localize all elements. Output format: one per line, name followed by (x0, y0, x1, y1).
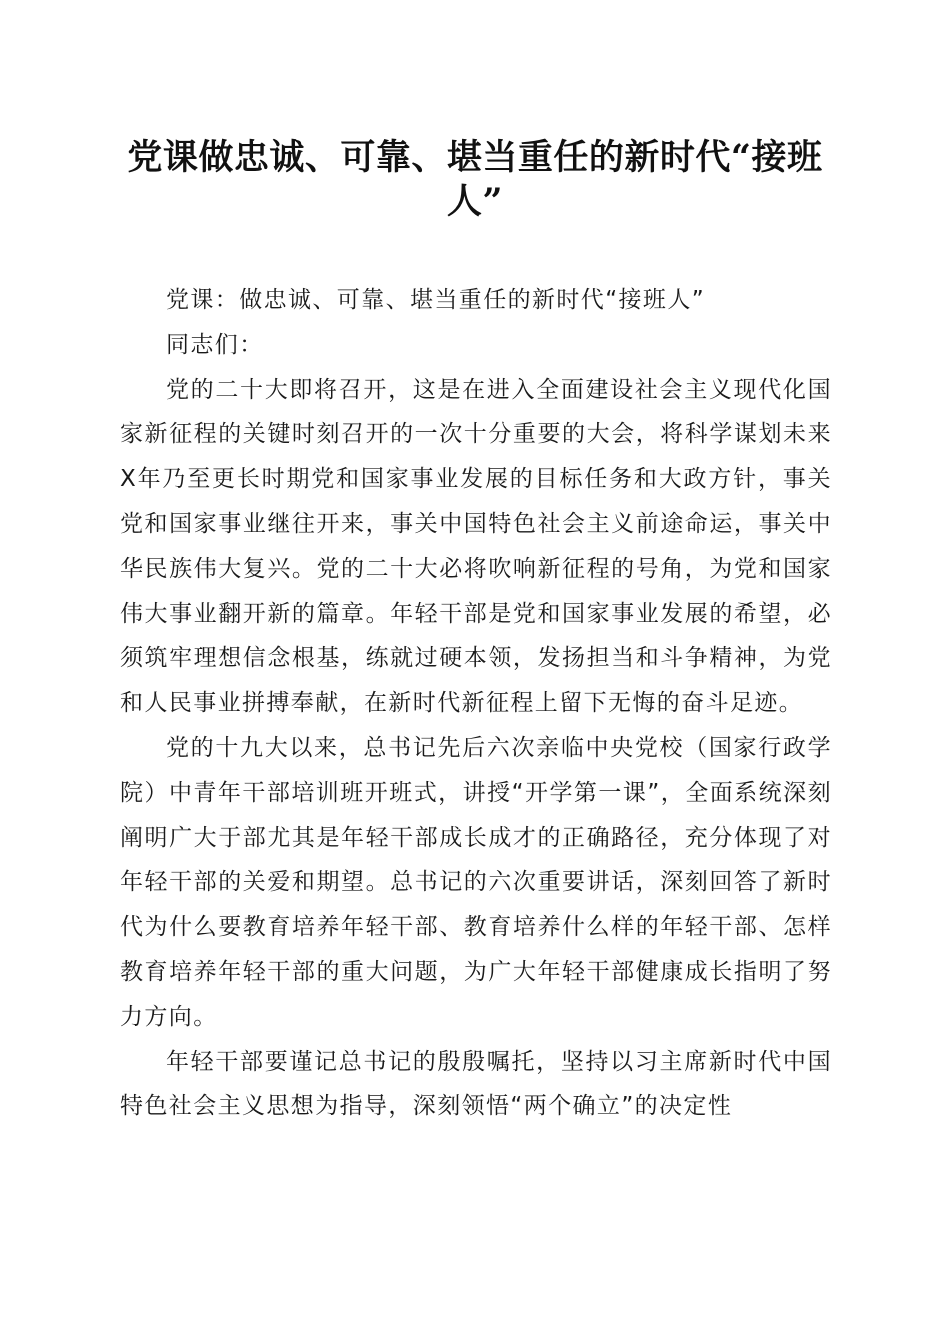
paragraph-salutation: 同志们： (166, 331, 264, 358)
paragraph-subtitle: 党课：做忠诚、可靠、堪当重任的新时代“接班人” (166, 287, 706, 313)
paragraph-3: 年轻干部要谨记总书记的殷殷嘱托，坚持以习主席新时代中国特色社会主义思想为指导，深刻领悟“两个确立”的决定性 (120, 1048, 832, 1120)
paragraph-1: 党的二十大即将召开，这是在进入全面建设社会主义现代化国家新征程的关键时刻召开的一次十分重要的大会，将科学谋划未来X年乃至更长时期党和国家事业发展的目标任务和大政方针，事关党和国家事业继往开来，事关中国特色社会主义前途命运，事关中华民族伟大复兴。党的二十大必将吹响新征程的号角，为党和国家伟大事业翻开新的篇章。年轻干部是党和国家事业发展的希望，必须筑牢理想信念根基，练就过硬本领，发扬担当和斗争精神，为党和人民事业拼搏奉献，在新时代新征程上留下无悔的奋斗足迹。 (120, 376, 832, 717)
document-body (120, 278, 832, 1129)
paragraph-2: 党的十九大以来，总书记先后六次亲临中央党校（国家行政学院）中青年干部培训班开班式，讲授“开学第一课”，全面系统深刻阐明广大于部尤其是年轻干部成长成才的正确路径，充分体现了对年轻干部的关爱和期望。总书记的六次重要讲话，深刻回答了新时代为什么要教育培养年轻干部、教育培养什么样的年轻干部、怎样教育培养年轻干部的重大问题，为广大年轻干部健康成长指明了努力方向。 (120, 734, 832, 1030)
document-title: 党课做忠诚、可靠、堪当重任的新时代“接班人” (127, 137, 823, 222)
